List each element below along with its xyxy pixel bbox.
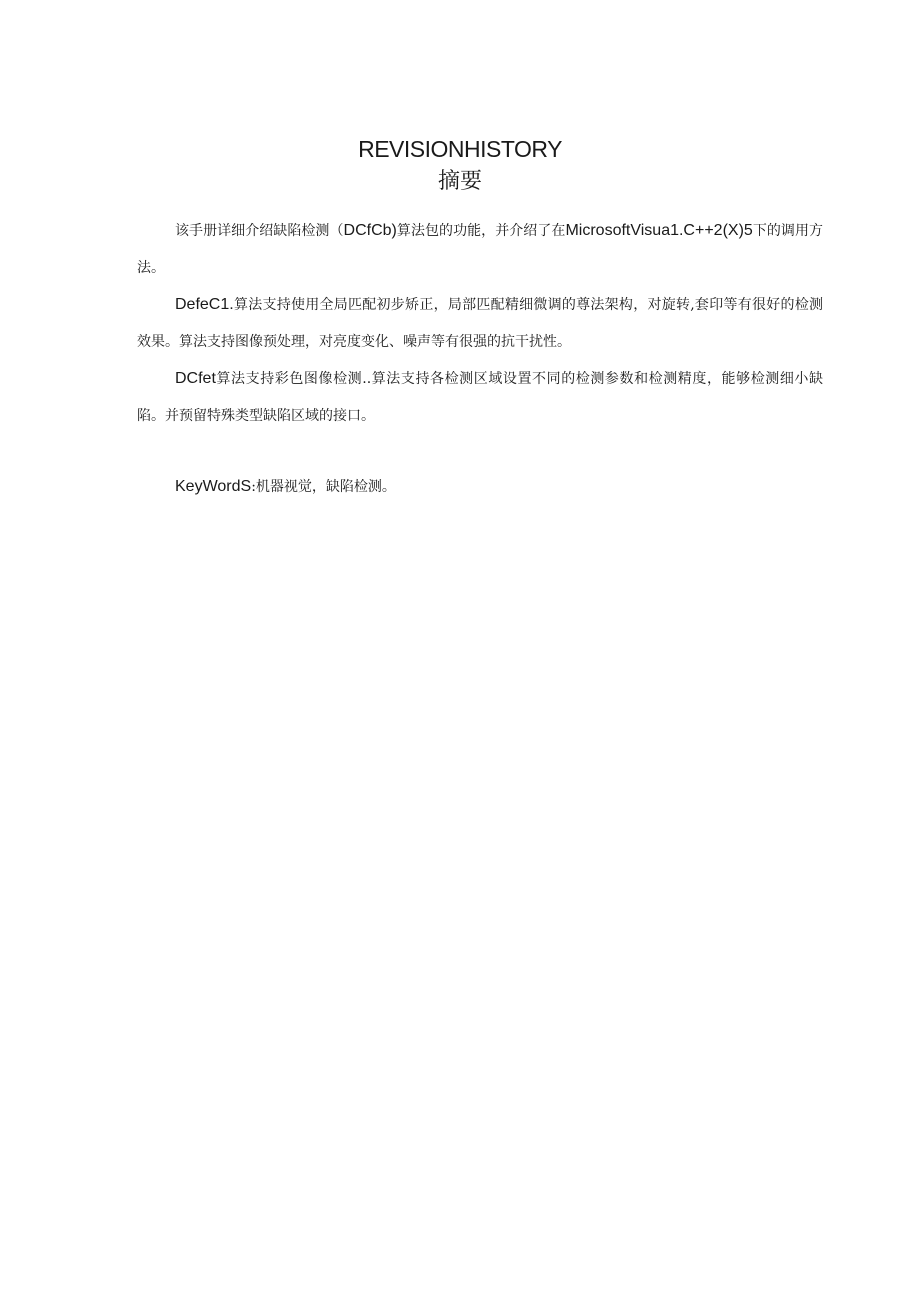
paragraph-1-mid: 算法包的功能，并介绍了在 (396, 223, 566, 239)
keywords-label: KeyWordS (175, 478, 252, 495)
abstract-heading: 摘要 (437, 169, 482, 194)
paragraph-1-lead: 该手册详细介绍缺陷检测（ (175, 223, 344, 239)
paragraph-1-term2: MicrosoftVisua1.C++2(X)5 (565, 222, 753, 239)
paragraph-1-tail: 下的调用方法。 (137, 223, 824, 276)
abstract-paragraph-1 (137, 212, 823, 287)
abstract-paragraph-2 (137, 286, 823, 361)
paragraph-2-term: DefeC1. (175, 296, 234, 313)
paragraph-1-term: DCfCb) (343, 222, 397, 239)
paragraph-2-tail: 算法支持使用全局匹配初步矫正，局部匹配精细微调的尊法架构，对旋转,套印等有很好的检测效果。算法支持图像预处理，对亮度变化、噪声等有很强的抗干扰性。 (137, 297, 823, 350)
abstract-paragraph-3 (137, 360, 823, 435)
paragraph-3-tail: 算法支持彩色图像检测..算法支持各检测区域设置不同的检测参数和检测精度，能够检测细小缺陷。并预留特殊类型缺陷区域的接口。 (137, 371, 823, 424)
keywords-line (175, 468, 396, 506)
keywords-text: :机器视觉，缺陷检测。 (251, 479, 396, 495)
paragraph-3-term: DCfet (175, 370, 216, 387)
english-title: REVISIONHISTORY (358, 136, 562, 162)
